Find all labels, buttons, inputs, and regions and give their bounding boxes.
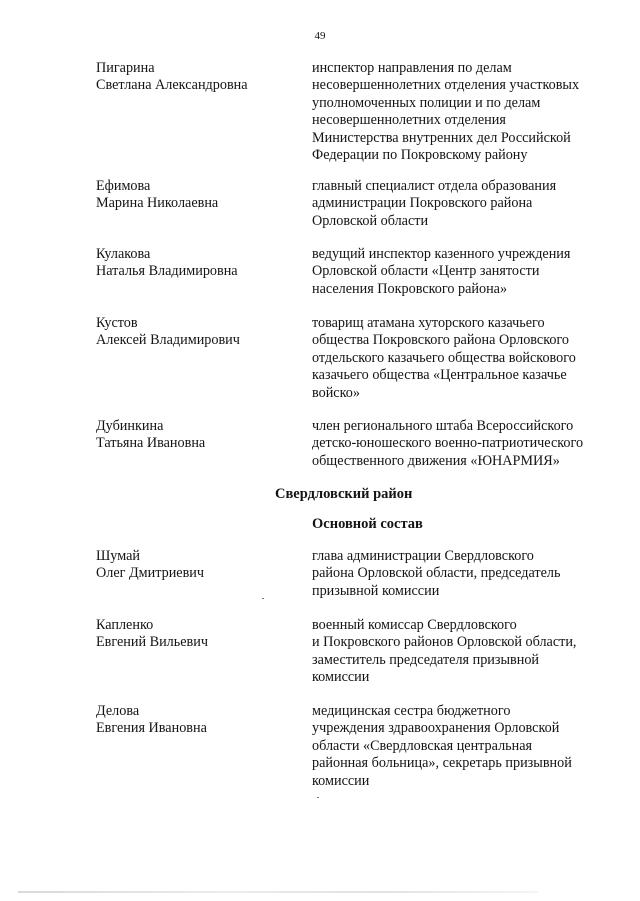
- surname: Пигарина: [96, 60, 155, 76]
- member-position: [312, 178, 634, 230]
- surname: Делова: [96, 703, 140, 719]
- position-line: комиссии: [312, 772, 370, 789]
- member-delova: [96, 703, 636, 793]
- member-name: [96, 315, 296, 350]
- member-position: [312, 548, 634, 600]
- position-line: уполномоченных полиции и по делам: [312, 94, 541, 111]
- given-names: Олег Дмитриевич: [96, 565, 205, 582]
- member-kustov: [96, 315, 636, 405]
- position-line: общества Покровского района Орловского: [312, 332, 570, 349]
- member-name: [96, 418, 296, 453]
- composition-heading: Основной состав: [312, 516, 423, 532]
- position-line: член регионального штаба Всероссийского: [312, 418, 574, 434]
- surname: Шумай: [96, 548, 140, 564]
- scan-bottom-edge: [18, 891, 538, 893]
- position-line: глава администрации Свердловского: [312, 548, 534, 564]
- member-name: [96, 617, 296, 652]
- member-shumay: [96, 548, 636, 604]
- position-line: населения Покровского района»: [312, 280, 508, 297]
- surname: Кулакова: [96, 246, 151, 262]
- given-names: Евгения Ивановна: [96, 720, 207, 737]
- position-line: Федерации по Покровскому району: [312, 147, 528, 164]
- member-kulakova: [96, 246, 636, 302]
- position-line: военный комиссар Свердловского: [312, 617, 517, 633]
- member-position: [312, 315, 634, 402]
- position-line: области «Свердловская центральная: [312, 737, 533, 754]
- surname: Дубинкина: [96, 418, 164, 434]
- position-line: войско»: [312, 384, 360, 401]
- given-names: Евгений Вильевич: [96, 634, 208, 651]
- position-line: отдельского казачьего общества войскового: [312, 349, 576, 366]
- position-line: Орловской области «Центр занятости: [312, 263, 540, 280]
- member-efimova: [96, 178, 636, 234]
- district-heading: Свердловский район: [275, 486, 413, 502]
- position-line: района Орловской области, председатель: [312, 565, 561, 582]
- member-name: [96, 548, 296, 583]
- surname: Ефимова: [96, 178, 151, 194]
- member-name: [96, 246, 296, 281]
- member-position: [312, 246, 634, 298]
- position-line: ведущий инспектор казенного учреждения: [312, 246, 571, 262]
- position-line: медицинская сестра бюджетного: [312, 703, 511, 719]
- position-line: несовершеннолетних отделения: [312, 112, 506, 129]
- position-line: Орловской области: [312, 212, 429, 229]
- member-name: [96, 703, 296, 738]
- member-position: [312, 703, 634, 790]
- member-kaplenko: [96, 617, 636, 689]
- member-position: [312, 617, 634, 687]
- member-position: [312, 60, 634, 164]
- given-names: Светлана Александровна: [96, 77, 248, 94]
- member-position: [312, 418, 634, 470]
- member-name: [96, 60, 296, 95]
- position-line: и Покровского районов Орловской области,: [312, 634, 577, 651]
- member-dubinkina: [96, 418, 636, 474]
- position-line: товарищ атамана хуторского казачьего: [312, 315, 545, 331]
- position-line: казачьего общества «Центральное казачье: [312, 367, 567, 384]
- given-names: Татьяна Ивановна: [96, 435, 206, 452]
- position-line: общественного движения «ЮНАРМИЯ»: [312, 452, 560, 469]
- given-names: Алексей Владимирович: [96, 332, 240, 349]
- position-line: детско-юношеского военно-патриотического: [312, 435, 584, 452]
- member-pigarina: [96, 60, 636, 168]
- position-line: главный специалист отдела образования: [312, 178, 557, 194]
- scan-speck: [262, 598, 264, 599]
- given-names: Наталья Владимировна: [96, 263, 238, 280]
- position-line: районная больница», секретарь призывной: [312, 755, 572, 772]
- position-line: администрации Покровского района: [312, 195, 533, 212]
- position-line: Министерства внутренних дел Российской: [312, 129, 571, 146]
- position-line: несовершеннолетних отделения участковых: [312, 77, 580, 94]
- position-line: призывной комиссии: [312, 582, 440, 599]
- surname: Кустов: [96, 315, 138, 331]
- surname: Капленко: [96, 617, 154, 633]
- scan-speck: [317, 797, 319, 798]
- position-line: заместитель председателя призывной: [312, 651, 539, 668]
- given-names: Марина Николаевна: [96, 195, 219, 212]
- position-line: учреждения здравоохранения Орловской: [312, 720, 560, 737]
- page-number: 49: [314, 30, 326, 42]
- position-line: инспектор направления по делам: [312, 60, 512, 76]
- position-line: комиссии: [312, 669, 370, 686]
- member-name: [96, 178, 296, 213]
